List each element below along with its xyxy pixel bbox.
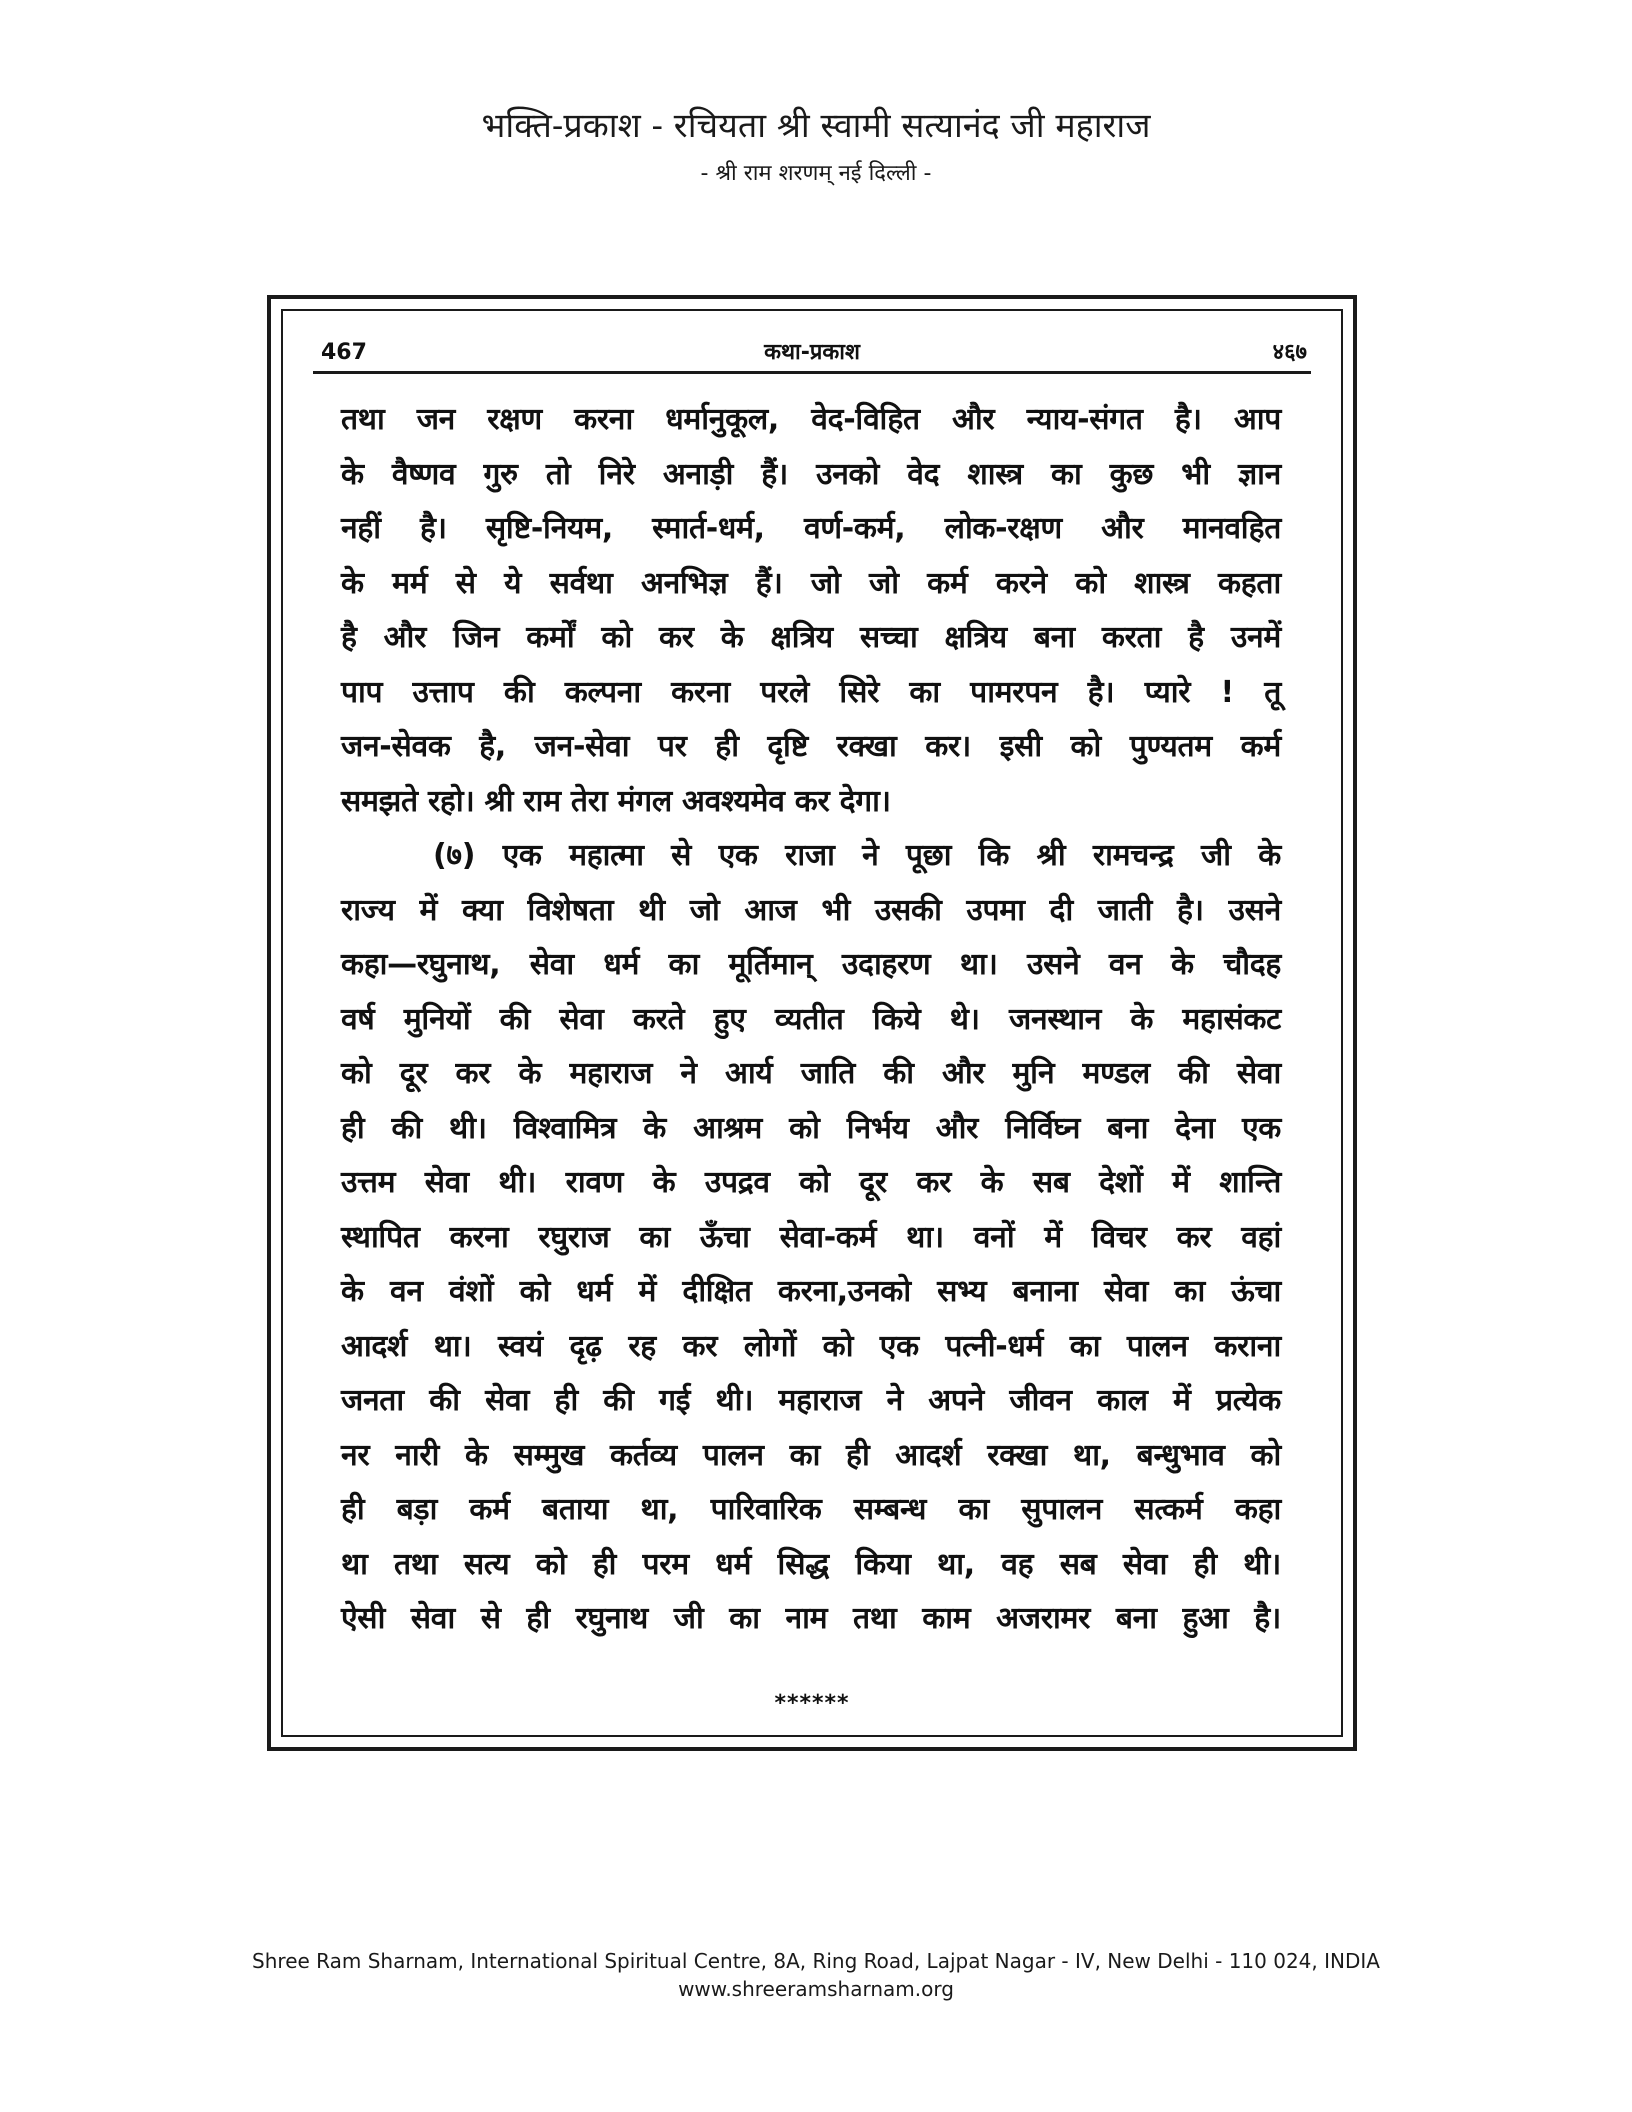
text-line: जनता की सेवा ही की गई थी। महाराज ने अपने जीवन काल में प्रत्येक — [341, 1383, 1281, 1418]
text-line: स्थापित करना रघुराज का ऊँचा सेवा-कर्म था। वनों में विचर कर वहां — [341, 1219, 1281, 1255]
text-line: नहीं है। सृष्टि-नियम, स्मार्त-धर्म, वर्ण-कर्म, लोक-रक्षण और मानवहित — [341, 511, 1281, 546]
text-line: (७) एक महात्मा से एक राजा ने पूछा कि श्री रामचन्द्र जी के — [433, 838, 1281, 873]
page-frame — [267, 295, 1357, 1751]
text-line: जन-सेवक है, जन-सेवा पर ही दृष्टि रक्खा कर। इसी को पुण्यतम कर्म — [341, 729, 1281, 764]
text-line: के वन वंशों को धर्म में दीक्षित करना,उनको सभ्य बनाना सेवा का ऊंचा — [341, 1274, 1281, 1309]
footer-address: Shree Ram Sharnam, International Spiritual Centre, 8A, Ring Road, Lajpat Nagar - IV, New Delhi - 110 024, INDIA — [252, 1949, 1380, 1973]
text-line: उत्तम सेवा थी। रावण के उपद्रव को दूर कर के सब देशों में शान्ति — [341, 1165, 1281, 1200]
text-line: है और जिन कर्मों को कर के क्षत्रिय सच्चा क्षत्रिय बना करता है उनमें — [341, 620, 1281, 655]
text-line: वर्ष मुनियों की सेवा करते हुए व्यतीत किये थे। जनस्थान के महासंकट — [341, 1001, 1281, 1037]
text-line: के वैष्णव गुरु तो निरे अनाड़ी हैं। उनको वेद शास्त्र का कुछ भी ज्ञान — [341, 456, 1281, 492]
body-text — [341, 393, 1281, 1647]
text-line: आदर्श था। स्वयं दृढ़ रह कर लोगों को एक पत्नी-धर्म का पालन कराना — [341, 1328, 1281, 1364]
text-line: था तथा सत्य को ही परम धर्म सिद्ध किया था, वह सब सेवा ही थी। — [341, 1546, 1281, 1582]
header-title: भक्ति-प्रकाश - रचियता श्री स्वामी सत्यानंद जी महाराज — [481, 106, 1151, 146]
page-header — [0, 104, 1632, 192]
header-subtitle: - श्री राम शरणम् नई दिल्ली - — [700, 161, 932, 186]
footer-website: www.shreeramsharnam.org — [678, 1977, 954, 2001]
text-line: तथा जन रक्षण करना धर्मानुकूल, वेद-विहित और न्याय-संगत है। आप — [341, 402, 1281, 437]
text-line: ऐसी सेवा से ही रघुनाथ जी का नाम तथा काम अजरामर बना हुआ है। — [341, 1601, 1281, 1636]
text-line: नर नारी के सम्मुख कर्तव्य पालन का ही आदर्श रक्खा था, बन्धुभाव को — [341, 1437, 1281, 1473]
text-line: समझते रहो। श्री राम तेरा मंगल अवश्यमेव कर देगा। — [341, 783, 891, 819]
text-line: पाप उत्ताप की कल्पना करना परले सिरे का पामरपन है। प्यारे ! तू — [341, 674, 1281, 710]
text-line: राज्य में क्या विशेषता थी जो आज भी उसकी उपमा दी जाती है। उसने — [341, 892, 1281, 928]
text-line: ही की थी। विश्वामित्र के आश्रम को निर्भय और निर्विघ्न बना देना एक — [341, 1110, 1281, 1146]
book-running-header — [313, 335, 1311, 374]
text-line: के मर्म से ये सर्वथा अनभिज्ञ हैं। जो जो कर्म करने को शास्त्र कहता — [341, 565, 1281, 601]
page-footer — [0, 1947, 1632, 2003]
text-line: कहा—रघुनाथ, सेवा धर्म का मूर्तिमान् उदाहरण था। उसने वन के चौदह — [341, 947, 1281, 982]
page-frame-inner — [281, 309, 1343, 1737]
text-line: ही बड़ा कर्म बताया था, पारिवारिक सम्बन्ध का सुपालन सत्कर्म कहा — [341, 1492, 1281, 1527]
book-section-title: कथा-प्रकाश — [764, 340, 860, 365]
page-number-latin: 467 — [321, 340, 367, 365]
section-separator: ****** — [774, 1691, 850, 1716]
text-line: को दूर कर के महाराज ने आर्य जाति की और मुनि मण्डल की सेवा — [341, 1056, 1281, 1091]
page-number-devanagari: ४६७ — [1272, 340, 1307, 365]
